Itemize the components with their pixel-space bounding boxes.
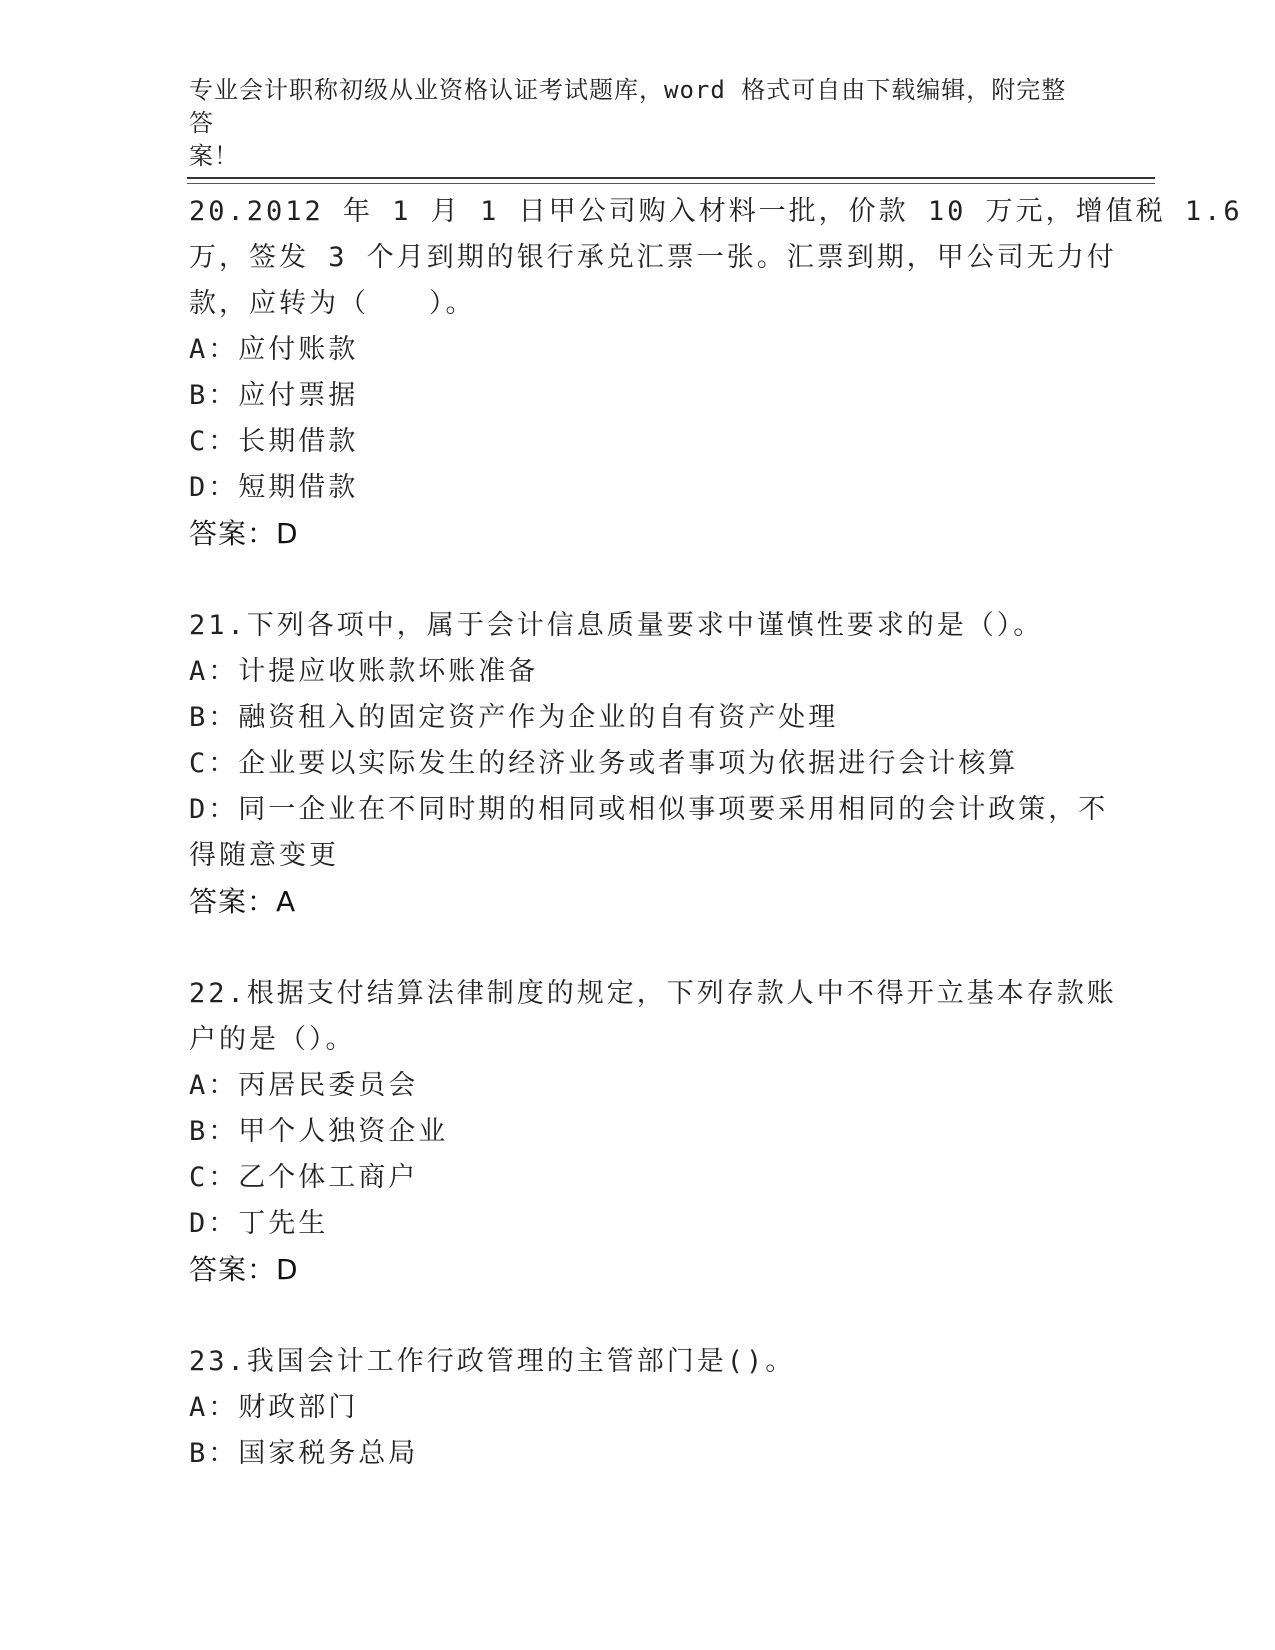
question-20-option-b: B：应付票据 [189, 380, 359, 411]
question-21-option-d-line-1: D：同一企业在不同时期的相同或相似事项要采用相同的会计政策，不 [189, 794, 1109, 825]
question-23-option-b: B：国家税务总局 [189, 1438, 419, 1469]
question-21-option-b: B：融资租入的固定资产作为企业的自有资产处理 [189, 702, 839, 733]
question-21-stem-line-1: 21.下列各项中，属于会计信息质量要求中谨慎性要求的是（）。 [189, 610, 1044, 641]
question-20-option-c: C：长期借款 [189, 426, 359, 457]
question-21-option-a: A：计提应收账款坏账准备 [189, 656, 539, 687]
question-23 [189, 1339, 1089, 1477]
question-20 [189, 189, 1243, 557]
header-divider-thin [187, 183, 1155, 184]
question-22-stem-line-2: 户的是（）。 [189, 1024, 356, 1055]
question-22-option-d: D：丁先生 [189, 1208, 329, 1239]
question-21-answer: 答案：A [189, 885, 297, 918]
spacer [189, 925, 1089, 971]
spacer [189, 1293, 1089, 1339]
question-22-option-c: C：乙个体工商户 [189, 1162, 419, 1193]
question-20-stem-line-3: 款，应转为（ ）。 [189, 288, 476, 319]
question-21-option-d-line-2: 得随意变更 [189, 840, 339, 871]
question-20-answer: 答案：D [189, 517, 299, 550]
question-22-option-b: B：甲个人独资企业 [189, 1116, 449, 1147]
header-line-2: 案！ [189, 142, 239, 170]
question-list [189, 189, 1243, 1477]
question-21-option-c: C：企业要以实际发生的经济业务或者事项为依据进行会计核算 [189, 748, 1019, 779]
question-20-option-d: D：短期借款 [189, 472, 359, 503]
document-header [189, 74, 1089, 173]
header-line-1: 专业会计职称初级从业资格认证考试题库，word 格式可自由下载编辑，附完整答 [189, 76, 1067, 137]
header-divider-thick [187, 177, 1155, 179]
question-23-option-a: A：财政部门 [189, 1392, 359, 1423]
question-20-stem-line-1: 20.2012 年 1 月 1 日甲公司购入材料一批，价款 10 万元，增值税 1.6 [189, 196, 1243, 227]
question-22-option-a: A：丙居民委员会 [189, 1070, 419, 1101]
question-21 [189, 603, 1109, 925]
spacer [189, 557, 1089, 603]
question-22-answer: 答案：D [189, 1253, 299, 1286]
question-20-option-a: A：应付账款 [189, 334, 359, 365]
question-22-stem-line-1: 22.根据支付结算法律制度的规定，下列存款人中不得开立基本存款账 [189, 978, 1117, 1009]
question-20-stem-line-2: 万，签发 3 个月到期的银行承兑汇票一张。汇票到期，甲公司无力付 [189, 242, 1117, 273]
question-23-stem-line-1: 23.我国会计工作行政管理的主管部门是()。 [189, 1346, 796, 1377]
question-22 [189, 971, 1117, 1293]
